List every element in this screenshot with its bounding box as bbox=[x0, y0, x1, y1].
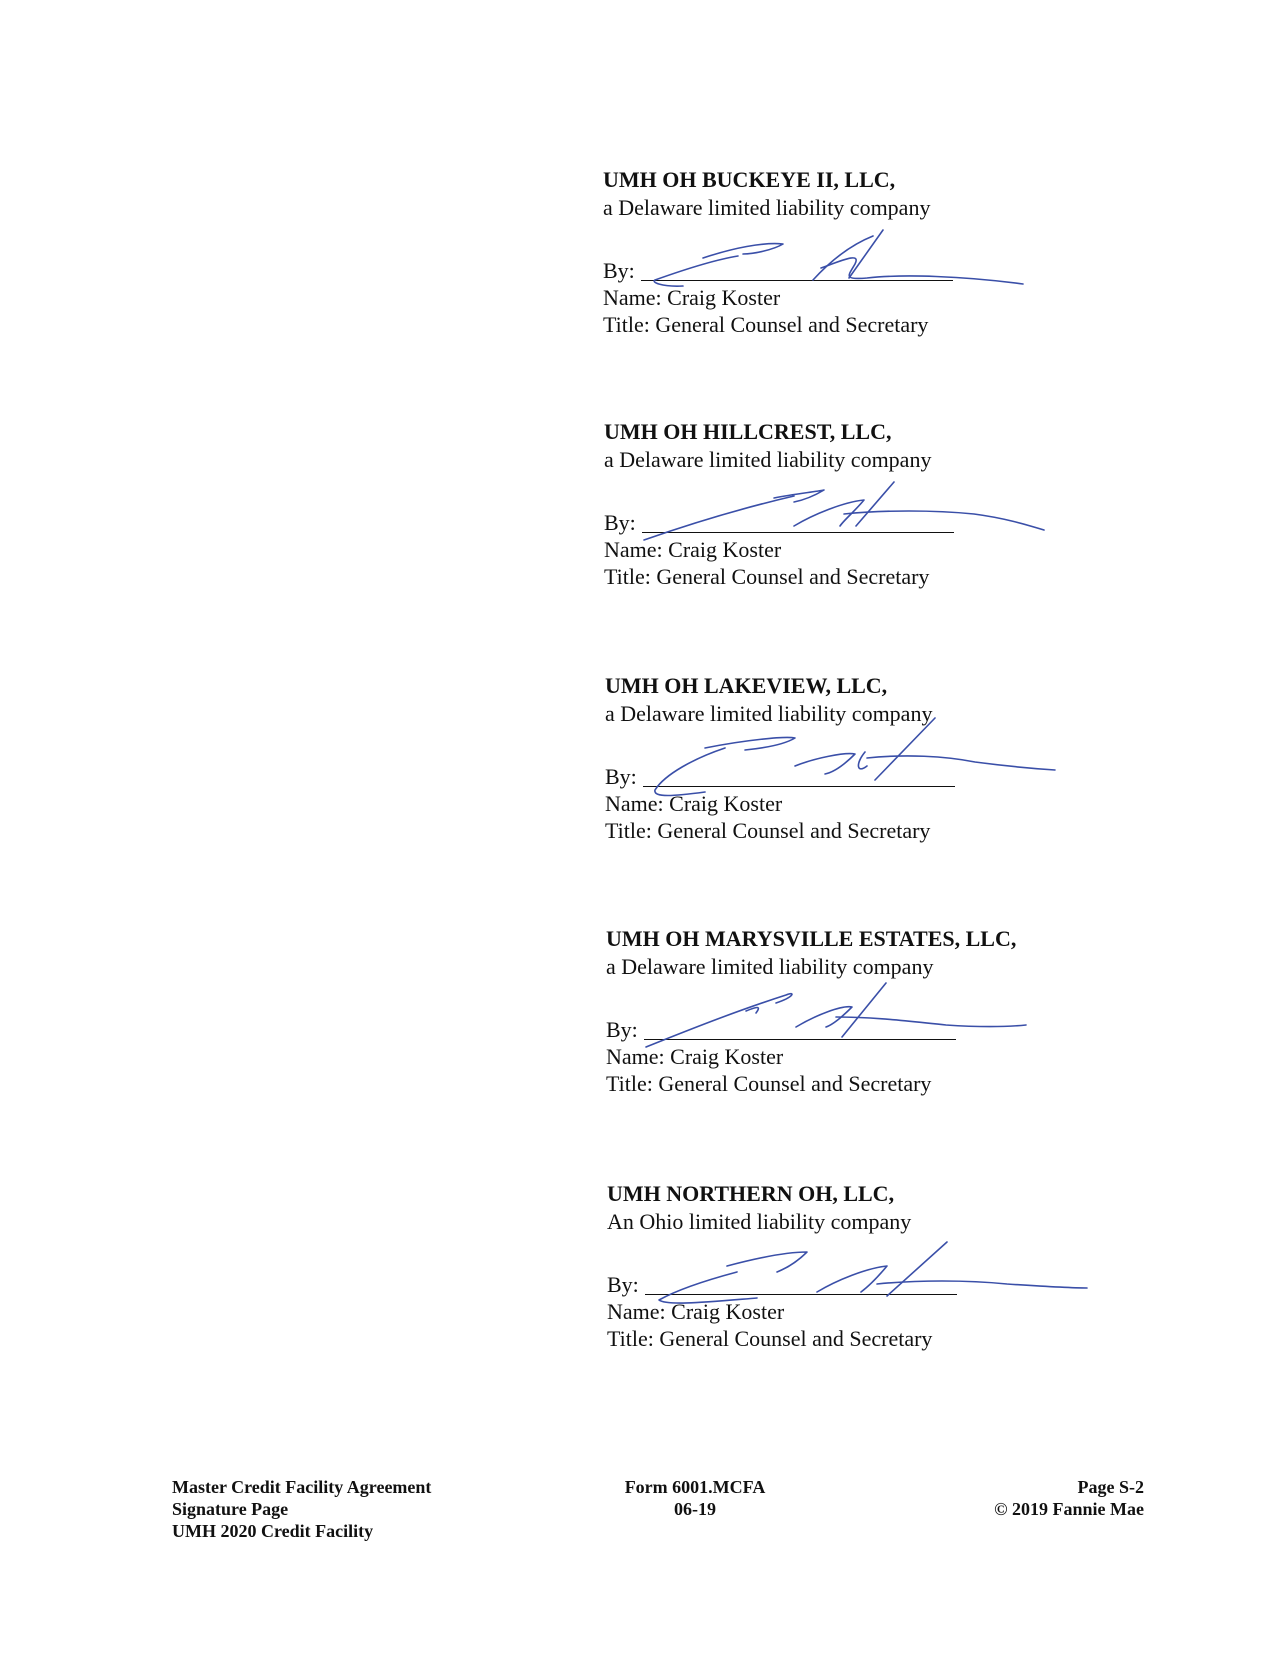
signer-title: Title: General Counsel and Secretary bbox=[605, 818, 931, 843]
signature-row bbox=[605, 750, 1125, 790]
signer-title: Title: General Counsel and Secretary bbox=[603, 312, 929, 337]
footer-left-line: Master Credit Facility Agreement bbox=[172, 1477, 432, 1497]
handwritten-signature bbox=[643, 208, 1073, 298]
entity-name: UMH NORTHERN OH, LLC, bbox=[607, 1181, 895, 1206]
handwritten-signature bbox=[644, 460, 1074, 550]
footer-form-info bbox=[600, 1476, 790, 1520]
signature-block-lakeview bbox=[605, 672, 1125, 844]
signature-block-marysville bbox=[606, 925, 1126, 1097]
footer-right-line: © 2019 Fannie Mae bbox=[994, 1499, 1144, 1519]
signer-name: Name: Craig Koster bbox=[605, 791, 783, 816]
signer-name: Name: Craig Koster bbox=[603, 285, 781, 310]
signer-name: Name: Craig Koster bbox=[607, 1299, 785, 1324]
entity-name: UMH OH BUCKEYE II, LLC, bbox=[603, 167, 896, 192]
entity-name: UMH OH MARYSVILLE ESTATES, LLC, bbox=[606, 926, 1017, 951]
signature-row bbox=[607, 1258, 1127, 1298]
handwritten-signature bbox=[645, 714, 1075, 804]
footer-right-line: Page S-2 bbox=[1077, 1477, 1144, 1497]
handwritten-signature bbox=[647, 1222, 1077, 1312]
by-label: By: bbox=[605, 764, 637, 789]
signature-block-hillcrest bbox=[604, 418, 1124, 590]
footer-left-line: UMH 2020 Credit Facility bbox=[172, 1521, 374, 1541]
footer-document-info bbox=[172, 1476, 431, 1542]
entity-description: a Delaware limited liability company bbox=[603, 195, 931, 220]
signature-block-northern-oh bbox=[607, 1180, 1127, 1352]
signer-title: Title: General Counsel and Secretary bbox=[607, 1326, 933, 1351]
signer-name: Name: Craig Koster bbox=[606, 1044, 784, 1069]
by-label: By: bbox=[603, 258, 635, 283]
signer-title: Title: General Counsel and Secretary bbox=[606, 1071, 932, 1096]
footer-left-line: Signature Page bbox=[172, 1499, 289, 1519]
entity-description: An Ohio limited liability company bbox=[607, 1209, 912, 1234]
entity-name: UMH OH HILLCREST, LLC, bbox=[604, 419, 892, 444]
entity-description: a Delaware limited liability company bbox=[604, 447, 932, 472]
by-label: By: bbox=[604, 510, 636, 535]
signature-block-buckeye bbox=[603, 166, 1123, 338]
footer-center-line: 06-19 bbox=[674, 1499, 716, 1519]
footer-page-info bbox=[900, 1476, 1144, 1520]
handwritten-signature bbox=[646, 967, 1076, 1057]
signer-name: Name: Craig Koster bbox=[604, 537, 782, 562]
signature-row bbox=[603, 244, 1123, 284]
by-label: By: bbox=[606, 1017, 638, 1042]
entity-name: UMH OH LAKEVIEW, LLC, bbox=[605, 673, 888, 698]
signer-title: Title: General Counsel and Secretary bbox=[604, 564, 930, 589]
signature-row bbox=[606, 1003, 1126, 1043]
entity-description: a Delaware limited liability company bbox=[606, 954, 934, 979]
signature-row bbox=[604, 496, 1124, 536]
entity-description: a Delaware limited liability company bbox=[605, 701, 933, 726]
footer-center-line: Form 6001.MCFA bbox=[624, 1477, 766, 1497]
by-label: By: bbox=[607, 1272, 639, 1297]
